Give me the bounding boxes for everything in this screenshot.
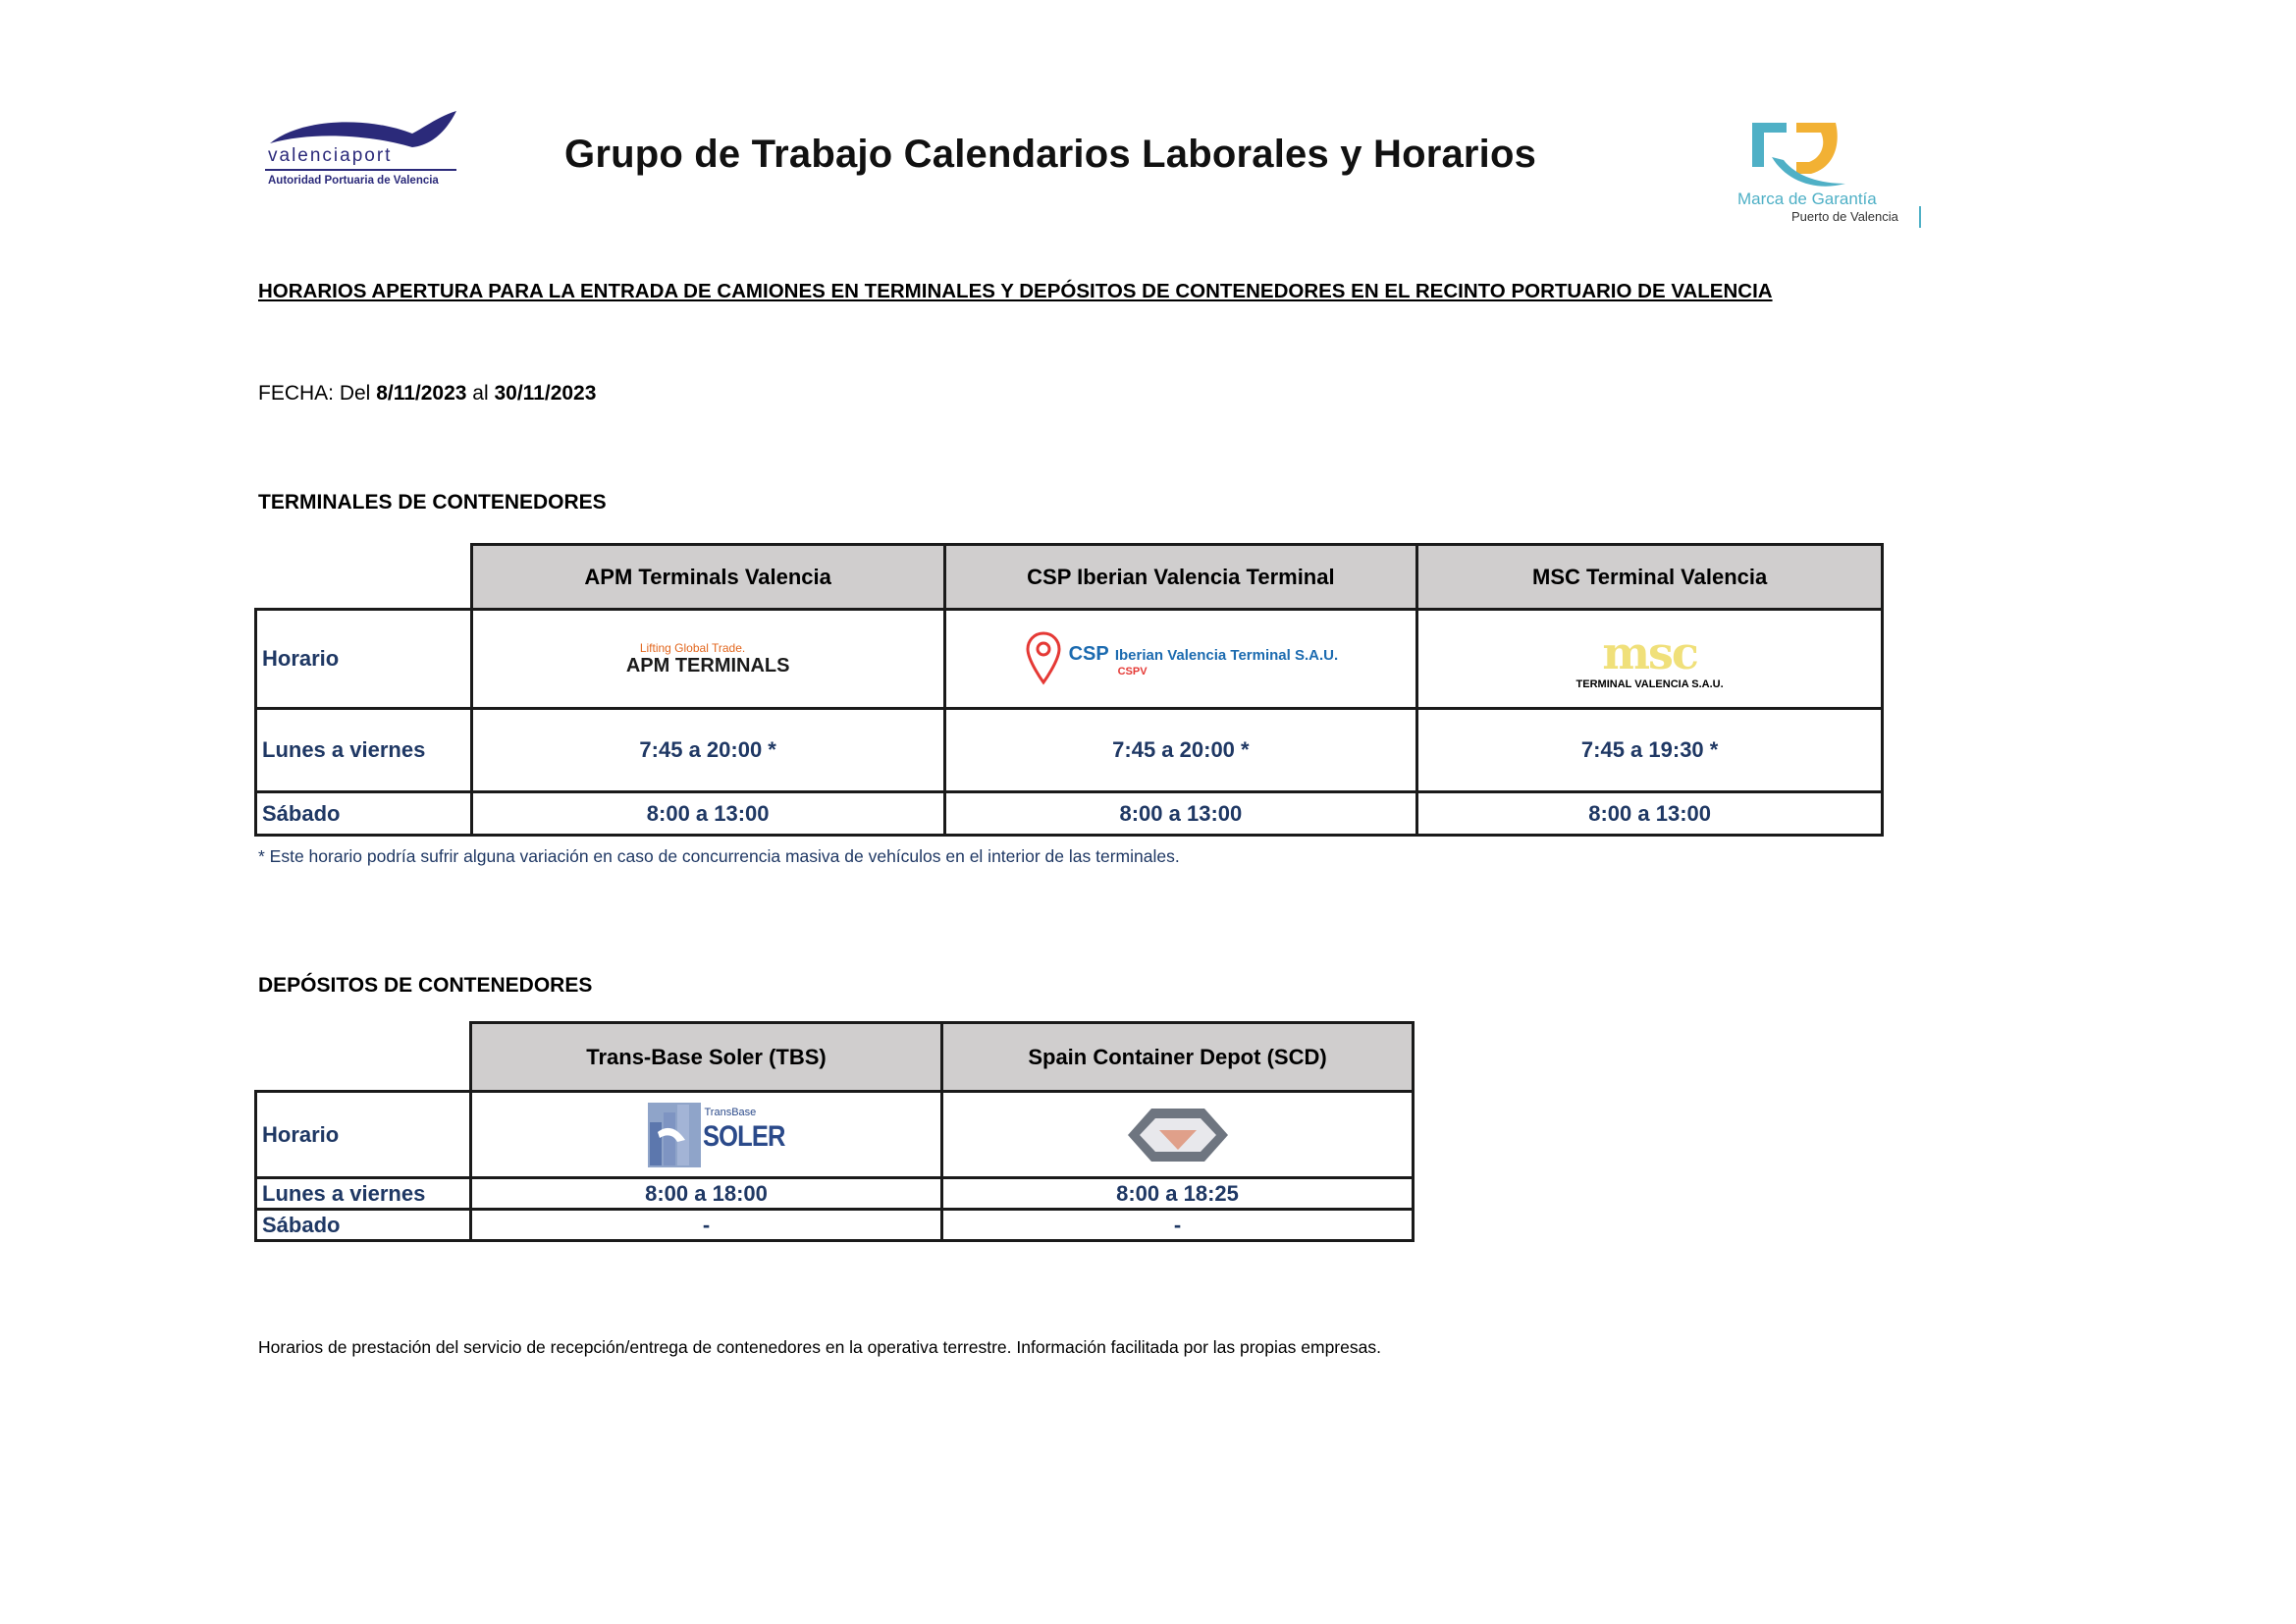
- col-scd: Spain Container Depot (SCD): [942, 1023, 1414, 1092]
- weekday-label: Lunes a viernes: [256, 709, 472, 792]
- tbs-weekday: 8:00 a 18:00: [471, 1178, 942, 1210]
- corner-cell: [256, 545, 472, 610]
- logo-divider: [265, 169, 456, 171]
- tbs-building-icon: [648, 1103, 701, 1167]
- page-title: Grupo de Trabajo Calendarios Laborales y Horarios: [564, 133, 1537, 176]
- depositos-heading: DEPÓSITOS DE CONTENEDORES: [258, 974, 593, 997]
- tbs-top: TransBase: [704, 1106, 757, 1118]
- horario-label: Horario: [256, 610, 472, 709]
- terminales-note: * Este horario podría sufrir alguna variación en caso de concurrencia masiva de vehículos en el interior de las terminales.: [258, 846, 1180, 866]
- saturday-label: Sábado: [256, 792, 472, 836]
- msc-saturday: 8:00 a 13:00: [1417, 792, 1883, 836]
- tbs-logo-cell: [471, 1092, 942, 1178]
- terminales-table: [254, 543, 1884, 837]
- apm-name: APM TERMINALS: [625, 654, 790, 677]
- col-tbs: Trans-Base Soler (TBS): [471, 1023, 942, 1092]
- csp-sub: CSPV: [1117, 666, 1148, 677]
- csp-name: CSP: [1068, 643, 1109, 665]
- depositos-header-row: [256, 1023, 1414, 1092]
- msc-text: TERMINAL VALENCIA S.A.U.: [1575, 678, 1724, 690]
- terminales-heading: TERMINALES DE CONTENEDORES: [258, 491, 607, 514]
- col-apm: APM Terminals Valencia: [471, 545, 944, 610]
- q-logo-icon: [1742, 113, 1850, 191]
- valenciaport-name: valenciaport: [268, 145, 393, 166]
- dep-weekday-row: [256, 1178, 1414, 1210]
- dep-horario-label: Horario: [256, 1092, 471, 1178]
- valenciaport-subtitle: Autoridad Portuaria de Valencia: [268, 175, 439, 187]
- msc-name: msc: [1602, 626, 1697, 679]
- csp-saturday: 8:00 a 13:00: [944, 792, 1417, 836]
- csp-logo-cell: [944, 610, 1417, 709]
- apm-weekday: 7:45 a 20:00 *: [471, 709, 944, 792]
- col-csp: CSP Iberian Valencia Terminal: [944, 545, 1417, 610]
- dep-saturday-row: [256, 1210, 1414, 1241]
- apm-logo: [473, 641, 943, 677]
- msc-weekday: 7:45 a 19:30 *: [1417, 709, 1883, 792]
- marca-line2: Puerto de Valencia: [1791, 209, 1898, 224]
- scd-diamond-icon: [1124, 1105, 1232, 1165]
- marca-garantia-logo: [1733, 113, 1929, 231]
- valenciaport-logo: [265, 106, 461, 199]
- tbs-logo: [472, 1103, 940, 1167]
- scd-saturday: -: [942, 1210, 1414, 1241]
- scd-logo: [943, 1105, 1412, 1165]
- horario-row: [256, 610, 1883, 709]
- depositos-table: [254, 1021, 1415, 1242]
- saturday-row: [256, 792, 1883, 836]
- apm-saturday: 8:00 a 13:00: [471, 792, 944, 836]
- marca-bar: [1919, 206, 1921, 228]
- terminales-header-row: [256, 545, 1883, 610]
- dep-saturday-label: Sábado: [256, 1210, 471, 1241]
- location-pin-icon: [1024, 629, 1063, 688]
- date-to: 30/11/2023: [494, 382, 597, 405]
- date-label: FECHA: Del: [258, 382, 377, 405]
- csp-logo: [946, 629, 1416, 688]
- marca-line1: Marca de Garantía: [1737, 189, 1877, 208]
- tbs-name: SOLER: [702, 1119, 785, 1153]
- csp-weekday: 7:45 a 20:00 *: [944, 709, 1417, 792]
- scd-weekday: 8:00 a 18:25: [942, 1178, 1414, 1210]
- msc-logo: [1418, 627, 1881, 690]
- col-msc: MSC Terminal Valencia: [1417, 545, 1883, 610]
- date-range: [258, 382, 596, 406]
- scd-logo-cell: [942, 1092, 1414, 1178]
- date-mid: al: [466, 382, 495, 405]
- apm-tagline: Lifting Global Trade.: [639, 640, 746, 655]
- corner-cell: [256, 1023, 471, 1092]
- weekday-row: [256, 709, 1883, 792]
- tbs-saturday: -: [471, 1210, 942, 1241]
- footer-note: Horarios de prestación del servicio de recepción/entrega de contenedores en la operativa terrestre. Información facilitada por las propias empresas.: [258, 1337, 1381, 1357]
- msc-logo-cell: [1417, 610, 1883, 709]
- date-from: 8/11/2023: [376, 382, 467, 405]
- apm-logo-cell: [471, 610, 944, 709]
- dep-weekday-label: Lunes a viernes: [256, 1178, 471, 1210]
- csp-text: Iberian Valencia Terminal S.A.U.: [1114, 647, 1339, 664]
- document-subtitle: HORARIOS APERTURA PARA LA ENTRADA DE CAMIONES EN TERMINALES Y DEPÓSITOS DE CONTENEDORES EN EL RECINTO PORTUARIO DE VALENCIA: [258, 280, 1773, 302]
- dep-horario-row: [256, 1092, 1414, 1178]
